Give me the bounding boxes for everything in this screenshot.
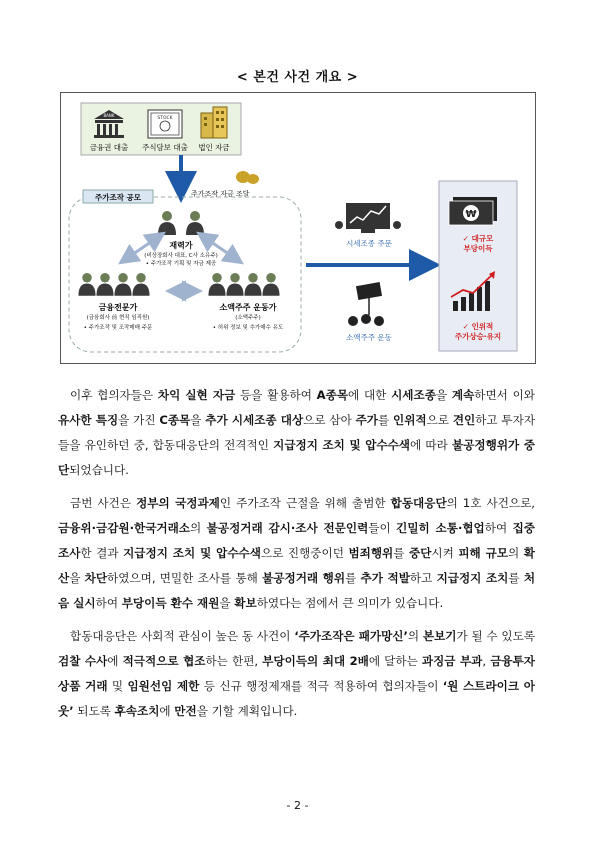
text-run: 을 [69, 571, 85, 585]
emphasis-text: 추가 적발 [360, 571, 410, 585]
svg-text:(비상장회사 대표, C사 소유주): (비상장회사 대표, C사 소유주) [144, 253, 218, 259]
svg-text:(금융회사 前 현직 임직원): (금융회사 前 현직 임직원) [86, 315, 150, 321]
money-bag-icon [236, 171, 259, 184]
section-title: < 본건 사건 개요 > [236, 70, 359, 85]
text-run: 합동대응단은 사회적 관심이 높은 동 사건이 [70, 629, 295, 643]
text-run: 하고 투자자들을 유인하던 중, 합동대응단의 전격적인 [58, 413, 536, 452]
diagram-canvas [61, 93, 535, 363]
emphasis-text: ‘원 스트라이크 아웃’ [58, 679, 536, 718]
body-paragraph [58, 491, 535, 616]
text-run: 에 [107, 654, 123, 668]
text-run: 를 [508, 571, 524, 585]
trading-monitor-icon [335, 203, 401, 233]
text-run: 하고 [409, 571, 437, 585]
emphasis-text: 정부의 국정과제 [136, 496, 220, 510]
svg-text:• 허위 정보 및 추가매수 유도: • 허위 정보 및 추가매수 유도 [212, 325, 284, 331]
text-run: 하였다는 점에서 큰 의미가 있습니다. [256, 596, 444, 610]
stock-certificate-icon [148, 110, 182, 138]
text-run: 의 [407, 629, 423, 643]
emphasis-text: 확산 [58, 546, 535, 585]
text-run: 의 1호 사건으로, [446, 496, 535, 510]
emphasis-text: 확보 [234, 596, 257, 610]
case-overview-diagram [60, 92, 536, 364]
emphasis-text: 불공정행위가 중단 [58, 438, 535, 477]
svg-text:• 주가조작 기획 및 자금 제공: • 주가조작 기획 및 자금 제공 [145, 261, 217, 267]
emphasis-text: 견인 [452, 413, 476, 427]
emphasis-text: 계속 [451, 388, 475, 402]
text-run: 를 [378, 413, 393, 427]
text-run: 으로 삼아 [303, 413, 356, 427]
emphasis-text: 시세조종 [391, 388, 436, 402]
emphasis-text: 범죄행위 [348, 546, 394, 560]
text-run: 하는 한편, [205, 654, 263, 668]
outcome-price-label-2: 주가상승·유지 [454, 332, 502, 341]
svg-text:STOCK: STOCK [157, 116, 173, 121]
outcome-profit-label-2: 부당이득 [463, 244, 493, 253]
emphasis-text: 부당이득의 최대 2배 [262, 654, 369, 668]
body-paragraphs [58, 383, 535, 732]
emphasis-text: ‘주가조작은 패가망신’ [294, 629, 408, 643]
body-paragraph [58, 624, 535, 724]
text-run: 에 따라 [410, 438, 453, 452]
emphasis-text: 주가 [355, 413, 378, 427]
text-run: 등을 활용하여 [235, 388, 317, 402]
text-run: 을 [435, 388, 452, 402]
text-run: 한 결과 [80, 546, 124, 560]
emphasis-text: 유사한 특징 [58, 413, 119, 427]
protest-icon [348, 282, 384, 326]
emphasis-text: 인위적 [393, 413, 427, 427]
emphasis-text: 불공정거래 행위 [262, 571, 346, 585]
text-run: 을 기할 계획입니다. [196, 704, 298, 718]
svg-text:금융전문가: 금융전문가 [98, 303, 138, 312]
outcome-profit-label-1: ✓ 대규모 [462, 234, 494, 243]
expert-people-icon [78, 273, 149, 296]
text-run: 하면서 이와 [474, 388, 535, 402]
emphasis-text: 부당이득 환수 재원 [121, 596, 220, 610]
svg-text:(소액주주): (소액주주) [235, 315, 261, 321]
text-run: 들이 [368, 521, 397, 535]
emphasis-text: 금융위·금감원·한국거래소 [58, 521, 191, 535]
emphasis-text: 중단 [409, 546, 432, 560]
outcome-price-label-1: ✓ 인위적 [462, 322, 494, 331]
text-run: 하여 [95, 596, 122, 610]
text-run: 인 주가조작 근절을 위해 출범한 [219, 496, 391, 510]
emphasis-text: 검찰 수사 [58, 654, 108, 668]
funding-arrow-label: 주가조작 자금 조달 [191, 190, 250, 198]
text-run: 되도록 [73, 704, 115, 718]
text-run: 를 [345, 571, 361, 585]
emphasis-text: 지급정지 조치 [436, 571, 509, 585]
market-order-label: 시세조종 주문 [346, 239, 392, 248]
body-paragraph [58, 383, 535, 483]
text-run: 및 [107, 679, 128, 693]
text-run: 으로 진행중이던 [260, 546, 349, 560]
text-run: 에 대한 [348, 388, 392, 402]
svg-text:재력가: 재력가 [169, 241, 193, 250]
emphasis-text: 피해 규모 [458, 546, 509, 560]
emphasis-text: 본보기 [422, 629, 457, 643]
text-run: , [482, 654, 491, 668]
text-run: 을 [219, 596, 235, 610]
emphasis-text: C종목 [159, 413, 191, 427]
text-run: 에 [159, 704, 175, 718]
emphasis-text: 과징금 부과 [421, 654, 483, 668]
shareholder-people-icon [208, 273, 279, 296]
emphasis-text: A종목 [316, 388, 349, 402]
text-run: 을 [190, 413, 206, 427]
text-run: 를 [393, 546, 410, 560]
svg-text:₩: ₩ [465, 209, 477, 220]
text-run: 등 신규 행정제재를 적극 적용하여 협의자들이 [199, 679, 443, 693]
text-run: 을 가진 [118, 413, 160, 427]
emphasis-text: 차단 [84, 571, 108, 585]
text-run: 가 될 수 있도록 [456, 629, 535, 643]
text-run: 하였으며, 면밀한 조사를 통해 [107, 571, 263, 585]
text-run: 되었습니다. [69, 463, 129, 477]
funding-bank-loan-label: 금융권 대출 [89, 143, 129, 152]
emphasis-text: 후속조치 [114, 704, 160, 718]
emphasis-text: 추가 시세조종 대상 [205, 413, 304, 427]
text-run: 시켜 [431, 546, 459, 560]
funding-corporate-label: 법인 자금 [198, 143, 230, 152]
emphasis-text: 임원선임 제한 [127, 679, 200, 693]
emphasis-text: 긴밀히 소통·협업 [396, 521, 485, 535]
emphasis-text: 집중 조사 [58, 521, 536, 560]
minority-movement-label: 소액주주 운동 [346, 333, 392, 342]
emphasis-text: 차익 실현 자금 [157, 388, 236, 402]
emphasis-text: 합동대응단 [390, 496, 447, 510]
emphasis-text: 적극적으로 협조 [122, 654, 206, 668]
emphasis-text: 불공정거래 감시·조사 전문인력 [206, 521, 369, 535]
emphasis-text: 처음 실시 [58, 571, 536, 610]
svg-text:BANK: BANK [103, 113, 115, 118]
svg-text:• 주가조작 및 조작매매 주문: • 주가조작 및 조작매매 주문 [83, 325, 153, 331]
text-run: 이후 협의자들은 [70, 388, 158, 402]
page-number: - 2 - [286, 799, 309, 812]
emphasis-text: 지급정지 조치 및 압수수색 [123, 546, 261, 560]
text-run: 의 [508, 546, 524, 560]
emphasis-text: 금융투자상품 거래 [58, 654, 535, 693]
text-run: 으로 [426, 413, 453, 427]
financier-people-icon [158, 211, 204, 235]
text-run: 금번 사건은 [70, 496, 137, 510]
text-run: 에 달하는 [368, 654, 422, 668]
text-run: 의 [190, 521, 207, 535]
emphasis-text: 지급정지 조치 및 압수수색 [273, 438, 410, 452]
text-run: 하여 [484, 521, 513, 535]
svg-text:소액주주 운동가: 소액주주 운동가 [219, 303, 277, 312]
funding-stock-loan-label: 주식담보 대출 [142, 143, 188, 152]
emphasis-text: 만전 [174, 704, 197, 718]
svg-text:주가조작 공모: 주가조작 공모 [94, 193, 142, 202]
